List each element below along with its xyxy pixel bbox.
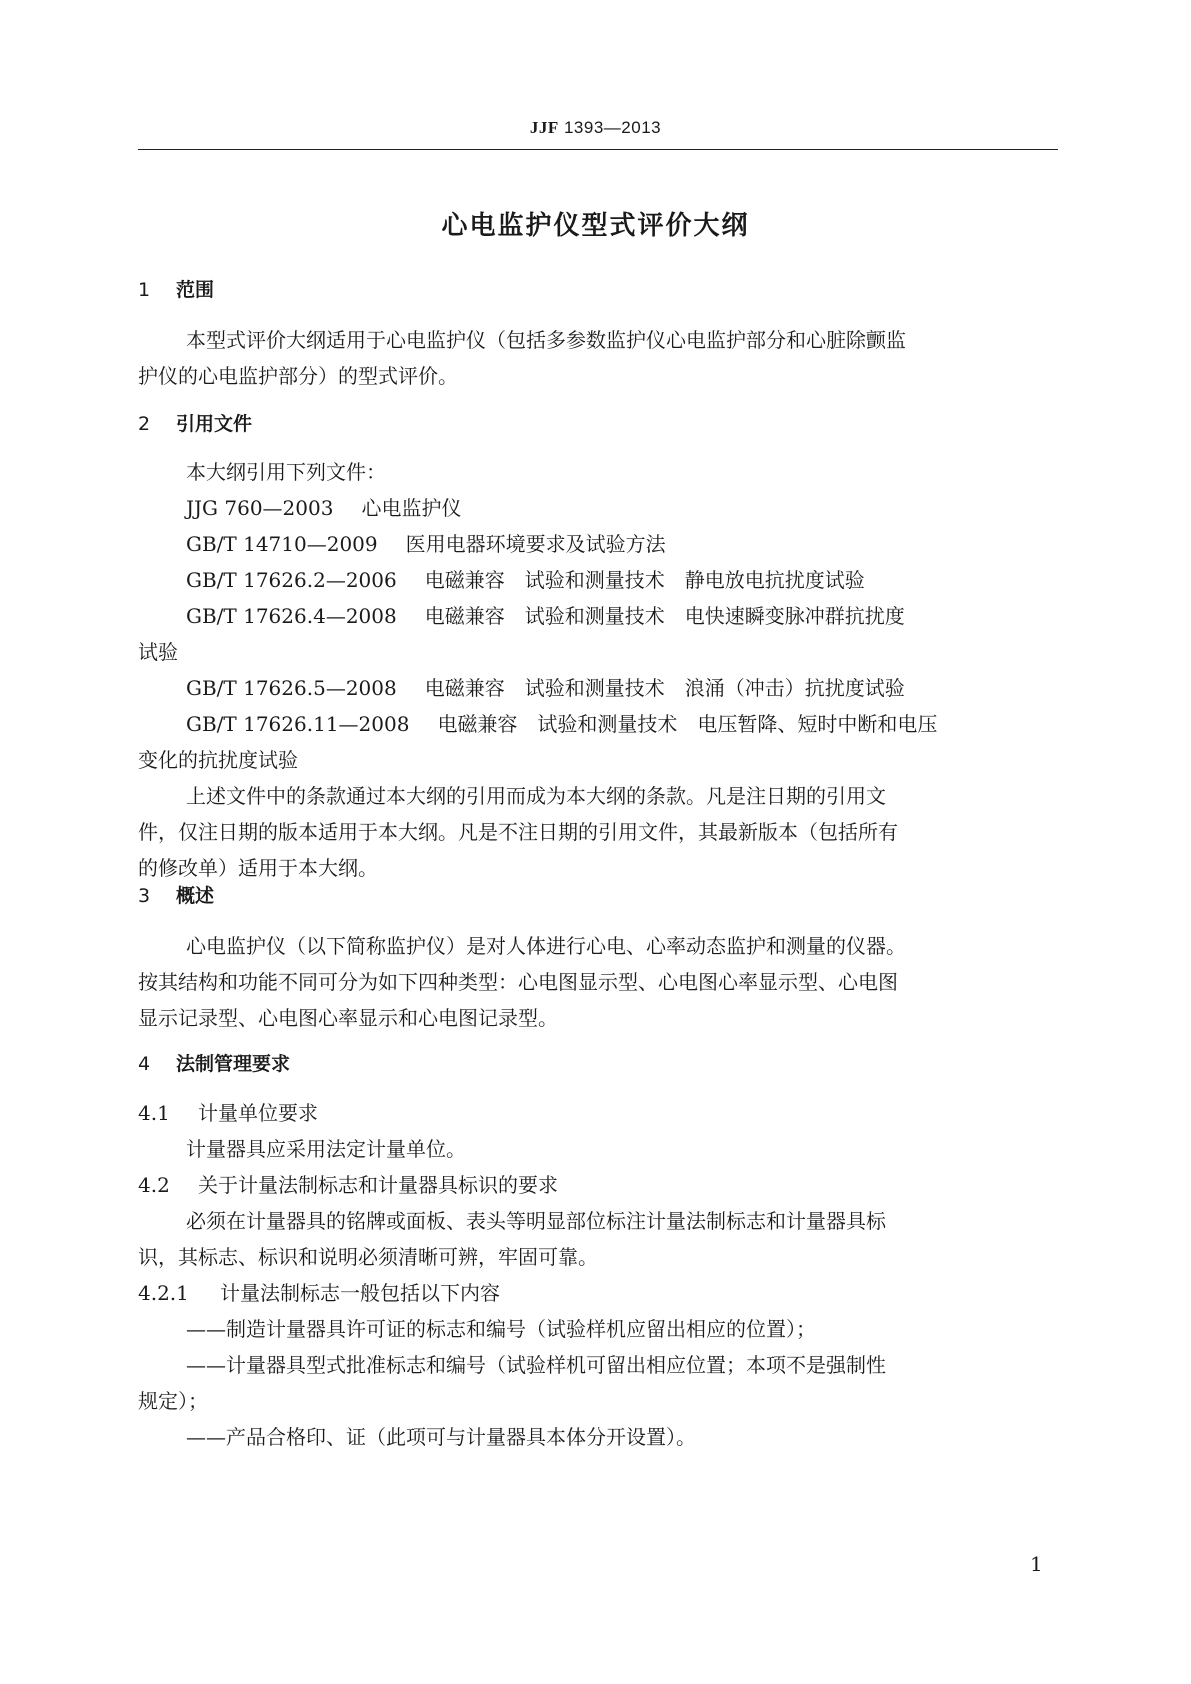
page-number: 1 bbox=[1030, 1552, 1043, 1576]
section-3-heading bbox=[138, 882, 214, 910]
paragraph-line: 心电监护仪（以下简称监护仪）是对人体进行心电、心率动态监护和测量的仪器。 bbox=[186, 934, 906, 958]
section-number: 4 bbox=[138, 1053, 151, 1075]
paragraph-line: 护仪的心电监护部分）的型式评价。 bbox=[138, 364, 458, 388]
reference-title: 电磁兼容 试验和测量技术 电压暂降、短时中断和电压 bbox=[437, 712, 938, 736]
paragraph-line: 件，仅注日期的版本适用于本大纲。凡是不注日期的引用文件，其最新版本（包括所有 bbox=[138, 820, 898, 844]
reference-item bbox=[138, 670, 1058, 706]
header-rule bbox=[138, 149, 1058, 150]
list-item: ——制造计量器具许可证的标志和编号（试验样机应留出相应的位置）； bbox=[186, 1317, 816, 1341]
section-4-heading bbox=[138, 1050, 290, 1078]
reference-code: GB/T 17626.5—2008 bbox=[186, 676, 397, 700]
reference-item bbox=[138, 490, 1058, 526]
list-item-continuation: 规定）； bbox=[138, 1389, 208, 1413]
subsection-4-2-heading bbox=[138, 1167, 1058, 1203]
reference-code: GB/T 17626.2—2006 bbox=[186, 568, 397, 592]
section-2-heading bbox=[138, 410, 252, 438]
reference-code: GB/T 14710—2009 bbox=[186, 532, 378, 556]
reference-code: JJG 760—2003 bbox=[186, 496, 334, 520]
reference-item bbox=[138, 706, 1058, 742]
paragraph-line: 的修改单）适用于本大纲。 bbox=[138, 856, 378, 880]
paragraph-line: 上述文件中的条款通过本大纲的引用而成为本大纲的条款。凡是注日期的引用文 bbox=[186, 784, 886, 808]
subsection-number: 4.2.1 bbox=[138, 1281, 189, 1305]
reference-title: 心电监护仪 bbox=[361, 496, 462, 520]
list-item: ——产品合格印、证（此项可与计量器具本体分开设置）。 bbox=[186, 1425, 696, 1449]
subsection-number: 4.2 bbox=[138, 1173, 170, 1197]
subsection-title: 计量法制标志一般包括以下内容 bbox=[220, 1281, 500, 1305]
paragraph-line: 识，其标志、标识和说明必须清晰可辨，牢固可靠。 bbox=[138, 1245, 598, 1269]
reference-title: 医用电器环境要求及试验方法 bbox=[405, 532, 666, 556]
reference-title: 电磁兼容 试验和测量技术 静电放电抗扰度试验 bbox=[424, 568, 865, 592]
section-4-body bbox=[138, 1095, 1058, 1455]
reference-continuation: 试验 bbox=[138, 640, 178, 664]
section-2-body bbox=[138, 454, 1058, 886]
section-title: 引用文件 bbox=[176, 413, 253, 435]
intro-line: 本大纲引用下列文件： bbox=[186, 460, 386, 484]
list-item: ——计量器具型式批准标志和编号（试验样机可留出相应位置；本项不是强制性 bbox=[186, 1353, 886, 1377]
section-number: 2 bbox=[138, 413, 151, 435]
code-prefix: JJF bbox=[529, 118, 559, 137]
section-number: 1 bbox=[138, 279, 151, 301]
section-title: 法制管理要求 bbox=[176, 1053, 291, 1075]
section-number: 3 bbox=[138, 885, 151, 907]
paragraph-line: 本型式评价大纲适用于心电监护仪（包括多参数监护仪心电监护部分和心脏除颤监 bbox=[186, 328, 906, 352]
reference-item bbox=[138, 562, 1058, 598]
subsection-title: 关于计量法制标志和计量器具标识的要求 bbox=[198, 1173, 558, 1197]
section-3-body bbox=[138, 928, 1058, 1036]
reference-code: GB/T 17626.4—2008 bbox=[186, 604, 397, 628]
reference-title: 电磁兼容 试验和测量技术 电快速瞬变脉冲群抗扰度 bbox=[424, 604, 905, 628]
section-1-heading bbox=[138, 276, 214, 304]
code-number: 1393—2013 bbox=[558, 118, 662, 137]
subsection-4-2-1-heading bbox=[138, 1275, 1058, 1311]
paragraph-line: 显示记录型、心电图心率显示和心电图记录型。 bbox=[138, 1006, 558, 1030]
reference-continuation: 变化的抗扰度试验 bbox=[138, 748, 298, 772]
reference-code: GB/T 17626.11—2008 bbox=[186, 712, 410, 736]
subsection-title: 计量单位要求 bbox=[198, 1101, 318, 1125]
reference-item bbox=[138, 526, 1058, 562]
subsection-4-1-heading bbox=[138, 1095, 1058, 1131]
document-code-header bbox=[0, 118, 1191, 138]
reference-title: 电磁兼容 试验和测量技术 浪涌（冲击）抗扰度试验 bbox=[424, 676, 905, 700]
section-1-body bbox=[138, 322, 1058, 394]
document-title: 心电监护仪型式评价大纲 bbox=[441, 211, 750, 241]
reference-item bbox=[138, 598, 1058, 634]
section-title: 范围 bbox=[176, 279, 215, 301]
paragraph-line: 计量器具应采用法定计量单位。 bbox=[186, 1137, 466, 1161]
subsection-number: 4.1 bbox=[138, 1101, 170, 1125]
paragraph-line: 按其结构和功能不同可分为如下四种类型：心电图显示型、心电图心率显示型、心电图 bbox=[138, 970, 898, 994]
section-title: 概述 bbox=[176, 885, 215, 907]
paragraph-line: 必须在计量器具的铭牌或面板、表头等明显部位标注计量法制标志和计量器具标 bbox=[186, 1209, 886, 1233]
